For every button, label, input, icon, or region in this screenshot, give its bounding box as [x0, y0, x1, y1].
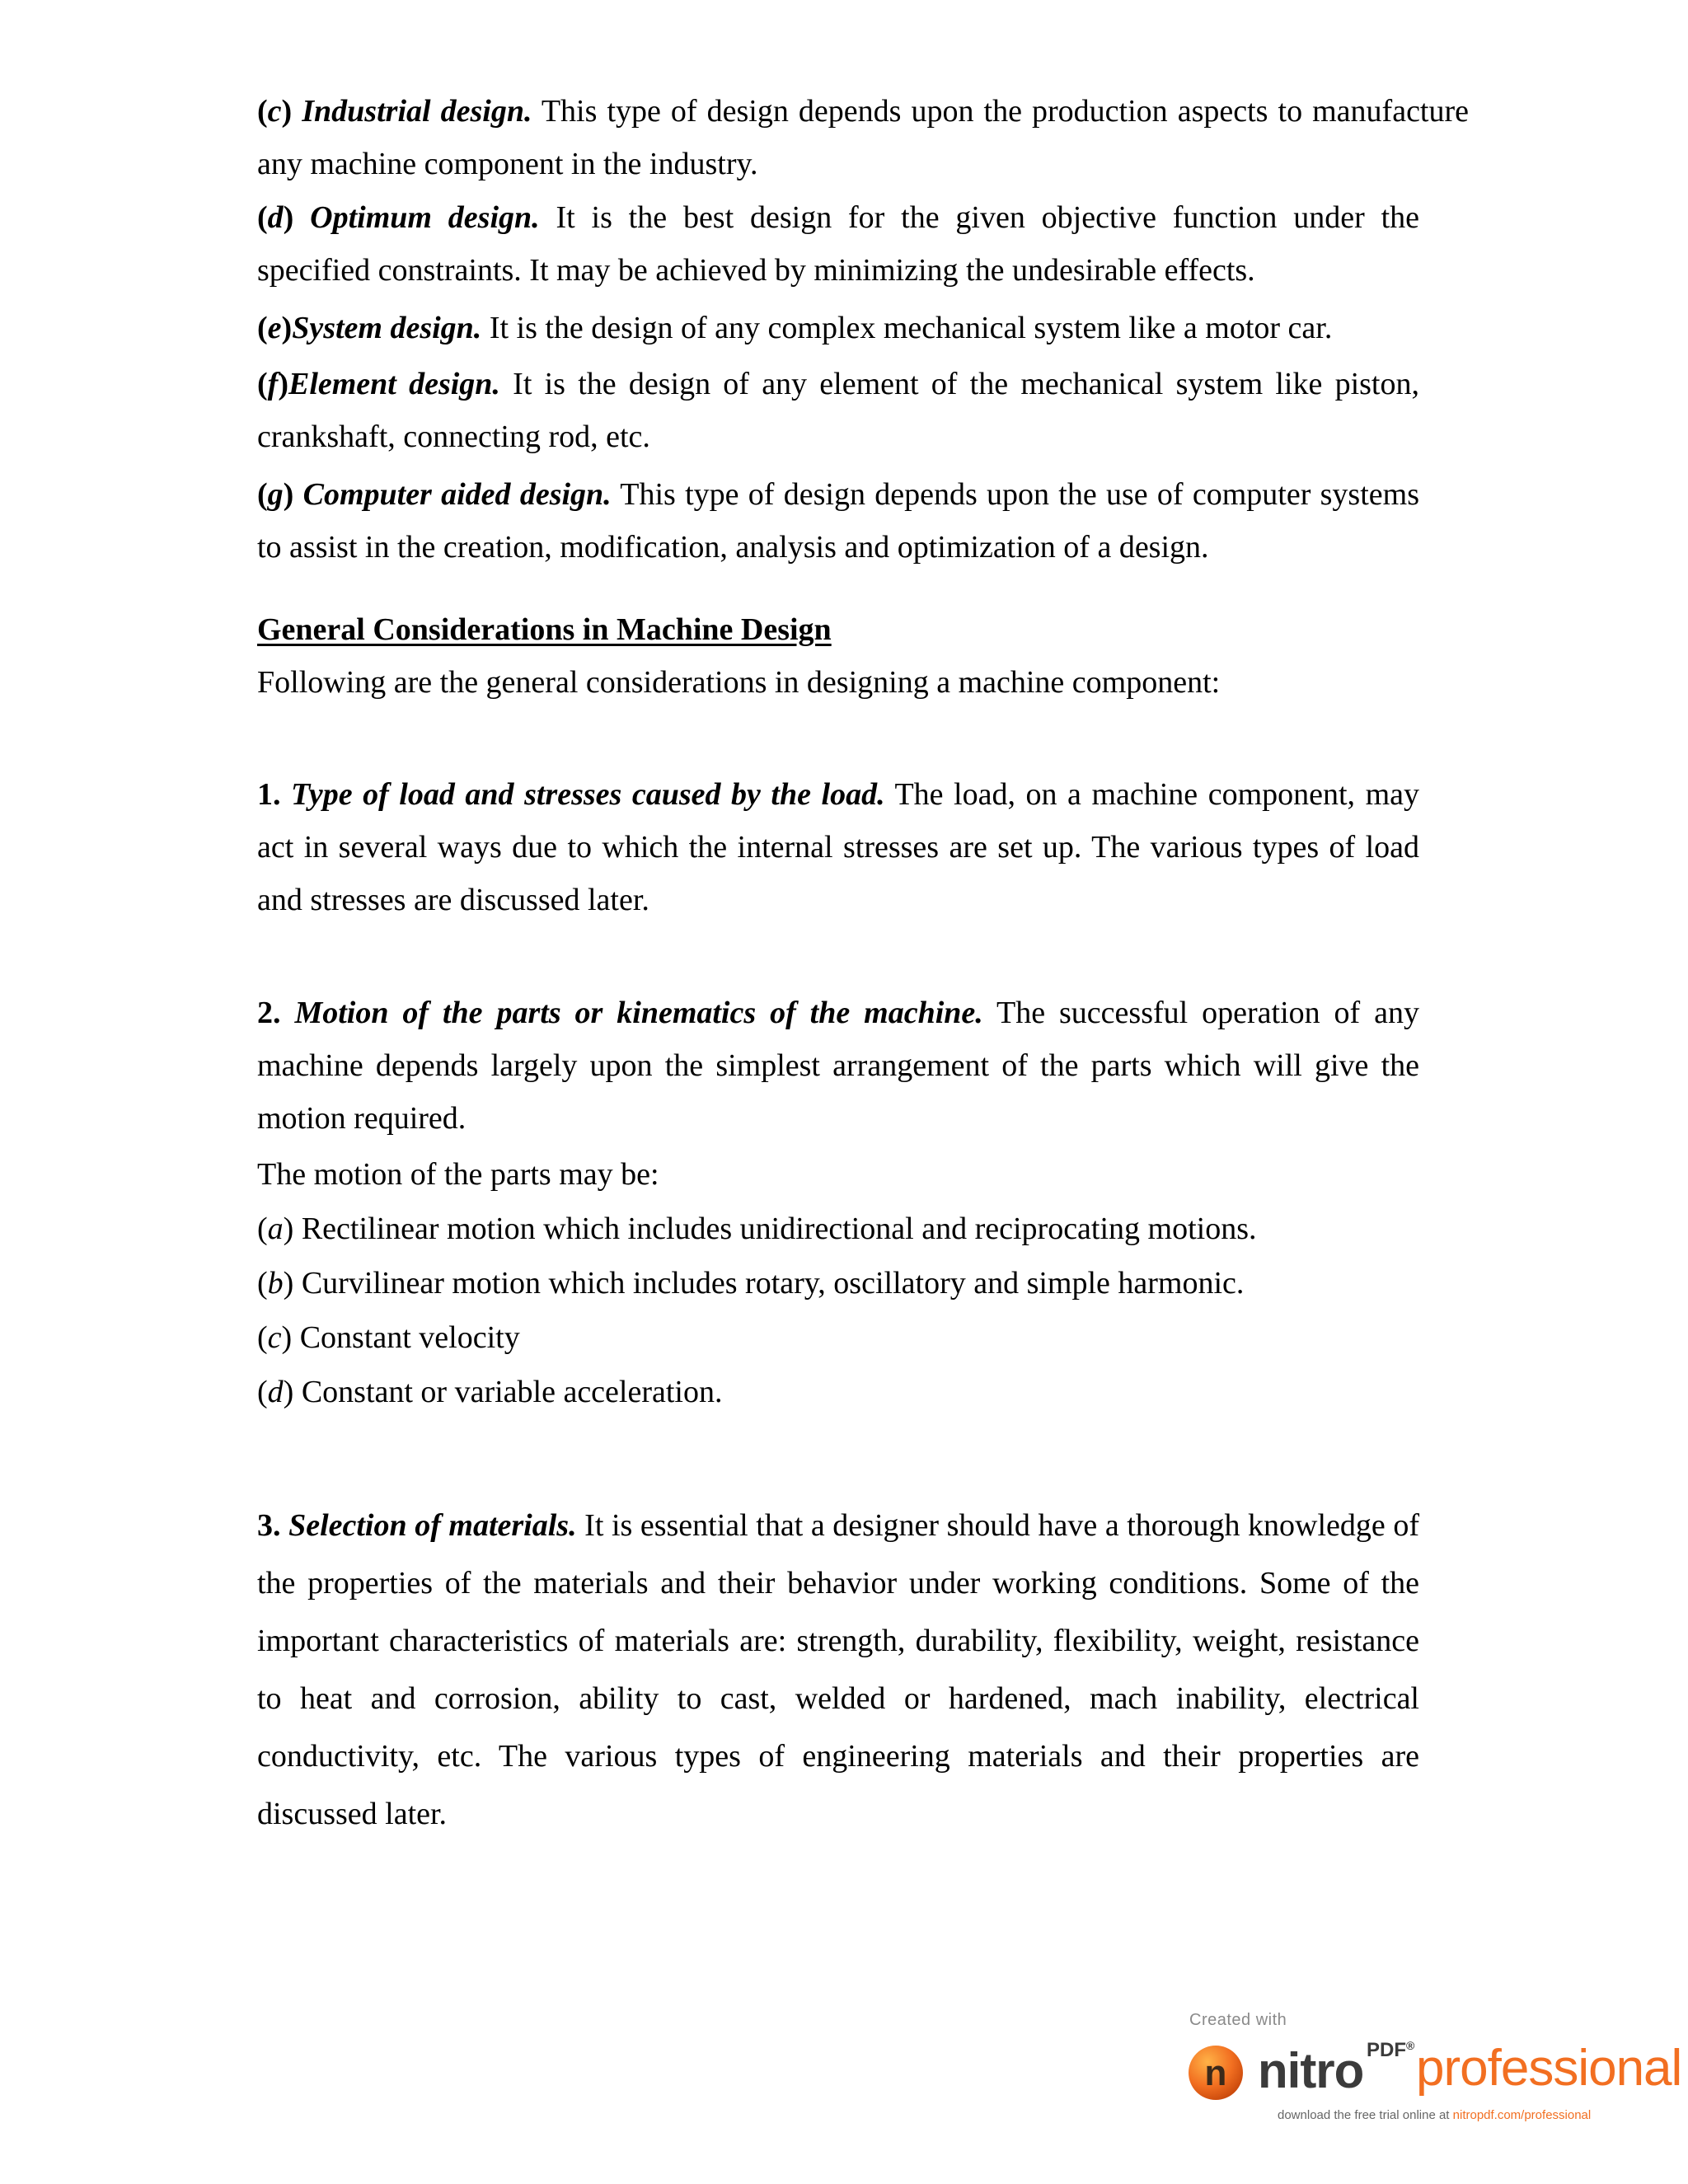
- item-system-design: (e)System design. It is the design of any complex mechanical system like a motor car.: [257, 311, 1333, 345]
- consideration-number: 3.: [257, 1508, 281, 1543]
- section-heading: General Considerations in Machine Design: [257, 612, 832, 647]
- watermark-brand: nitro: [1258, 2043, 1364, 2098]
- motion-item-b: (b) Curvilinear motion which includes rotary, oscillatory and simple harmonic.: [257, 1266, 1245, 1301]
- item-element-design: (f)Element design. It is the design of any element of the mechanical system like piston, crankshaft, connecting rod, etc.: [257, 367, 1419, 454]
- item-optimum-design: (d) Optimum design. It is the best design for the given objective function under the specified constraints. It may be achieved by minimizing the undesirable effects.: [257, 200, 1420, 288]
- watermark-superscript: PDF®: [1367, 2039, 1415, 2061]
- item-computer-aided-design: (g) Computer aided design. This type of design depends upon the use of computer systems to assist in the creation, modification, analysis and optimization of a design.: [257, 477, 1419, 565]
- motion-item-d: (d) Constant or variable acceleration.: [257, 1375, 723, 1409]
- nitro-logo-icon: [1187, 2044, 1245, 2102]
- consideration-number: 2.: [257, 996, 281, 1030]
- item-title: System design.: [292, 311, 482, 345]
- consideration-title: Motion of the parts or kinematics of the machine.: [294, 996, 983, 1030]
- section-heading-block: [257, 603, 1419, 709]
- item-text: It is the design of any complex mechanical system like a motor car.: [481, 311, 1333, 345]
- motion-intro: The motion of the parts may be:: [257, 1157, 659, 1192]
- svg-text:n: n: [1204, 2053, 1227, 2093]
- item-text: It is the design of any element of the mechanical system like piston, crankshaft, connecting rod, etc.: [257, 367, 1419, 454]
- item-title: Industrial design.: [302, 94, 532, 129]
- watermark-link[interactable]: nitropdf.com/professional: [1452, 2108, 1592, 2122]
- item-text: It is the best design for the given objective function under the specified constraints. It may be achieved by minimizing the undesirable effects.: [257, 200, 1420, 288]
- item-title: Element design.: [288, 367, 500, 401]
- consideration-2: [257, 987, 1419, 1418]
- item-title: Computer aided design.: [302, 477, 612, 512]
- consideration-text: The successful operation of any machine depends largely upon the simplest arrangement of the parts which will give the motion required.: [257, 996, 1420, 1136]
- consideration-title: Selection of materials.: [288, 1508, 577, 1543]
- item-text: This type of design depends upon the production aspects to manufacture any machine component in the industry.: [257, 94, 1470, 181]
- motion-item-c: (c) Constant velocity: [257, 1320, 520, 1355]
- consideration-1: [257, 768, 1419, 926]
- watermark-product: professional: [1416, 2040, 1682, 2097]
- item-title: Optimum design.: [310, 200, 540, 235]
- item-text: This type of design depends upon the use of computer systems to assist in the creation, modification, analysis and optimization of a design.: [257, 477, 1419, 565]
- consideration-text: It is essential that a designer should have a thorough knowledge of the properties of the materials and their behavior under working conditions. Some of the important characteristics of materials are: strength, durability, flexibility, weight, resistance to heat and corrosion, ability to cast, welded or hardened, mach inability, electrical conductivity, etc. The various types of engineering materials and their properties are discussed later.: [257, 1508, 1419, 1831]
- watermark-created-with: Created with: [1189, 2011, 1287, 2029]
- consideration-title: Type of load and stresses caused by the load.: [291, 777, 885, 812]
- nitro-watermark: [1187, 2011, 1682, 2143]
- consideration-3: [257, 1497, 1419, 1843]
- consideration-number: 1.: [257, 777, 281, 812]
- motion-item-a: (a) Rectilinear motion which includes unidirectional and reciprocating motions.: [257, 1212, 1257, 1246]
- item-industrial-design: (c) Industrial design. This type of design depends upon the production aspects to manufacture any machine component in the industry.: [257, 94, 1470, 181]
- watermark-download: download the free trial online at nitropdf.com/professional: [1278, 2108, 1592, 2122]
- section-intro: Following are the general considerations in designing a machine component:: [257, 665, 1221, 700]
- consideration-text: The load, on a machine component, may act in several ways due to which the internal stresses are set up. The various types of load and stresses are discussed later.: [257, 777, 1420, 917]
